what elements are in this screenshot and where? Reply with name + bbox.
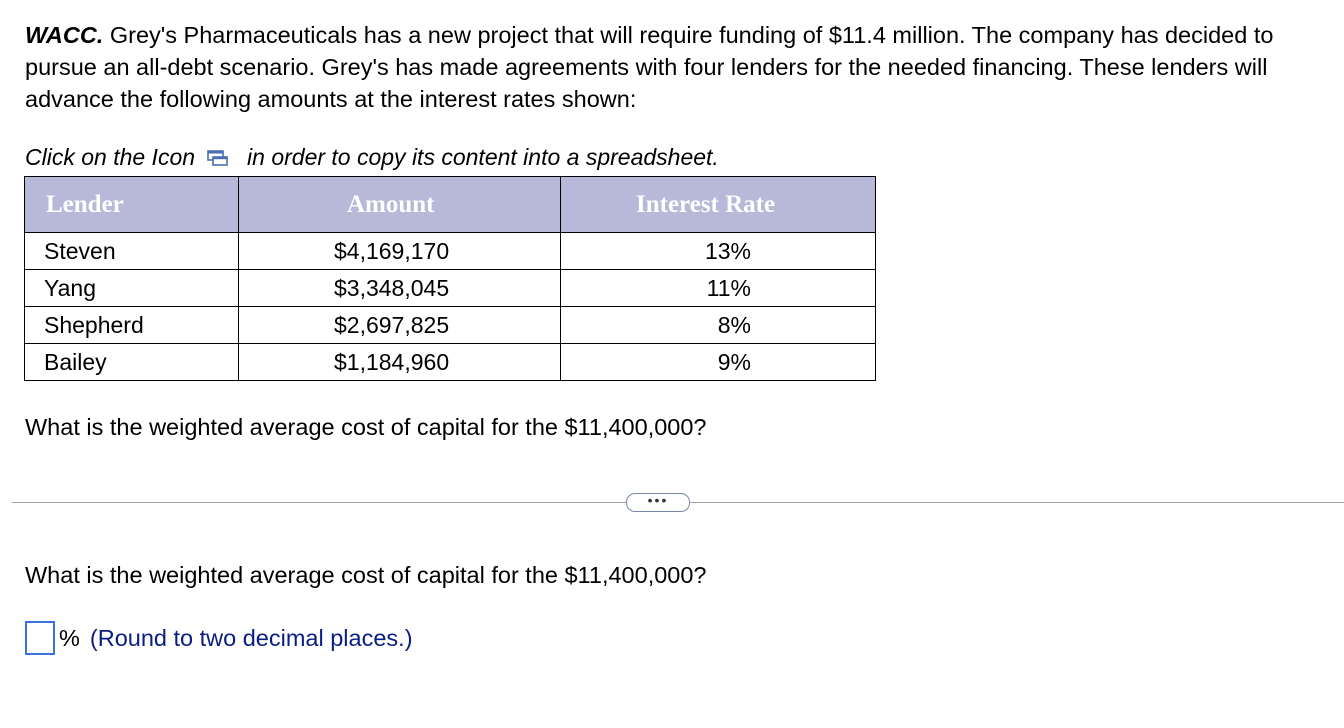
question-text: What is the weighted average cost of capital for the $11,400,000? [25,414,707,440]
header-interest-rate: Interest Rate [561,177,876,233]
ellipsis-icon: ••• [647,492,669,508]
cell-rate [561,307,876,344]
header-lender: Lender [25,177,239,233]
expand-button[interactable] [626,493,690,512]
cell-rate [561,233,876,270]
table-row [25,270,876,307]
cell-lender: Steven [25,233,239,270]
wacc-answer-input[interactable] [25,621,55,655]
cell-rate-value: 13% [704,238,751,264]
table-row [25,307,876,344]
cell-rate-value: 9% [717,349,751,375]
problem-statement [25,19,1325,115]
cell-rate-value: 8% [717,312,751,338]
lender-table [24,176,876,381]
copy-spreadsheet-icon[interactable] [207,149,229,167]
cell-rate [561,344,876,381]
cell-rate [561,270,876,307]
cell-rate-value: 11% [706,275,751,301]
cell-amount: $2,697,825 [239,307,561,344]
instruction-before-icon: Click on the Icon [25,144,196,170]
header-amount: Amount [239,177,561,233]
rounding-hint: (Round to two decimal places.) [89,624,413,651]
answer-row [25,621,413,655]
table-header-row [25,177,876,233]
instruction-after-icon: in order to copy its content into a spreadsheet. [247,144,719,170]
cell-amount: $3,348,045 [239,270,561,307]
cell-amount: $4,169,170 [239,233,561,270]
cell-lender: Bailey [25,344,239,381]
copy-instruction [25,142,719,172]
answer-question-text: What is the weighted average cost of capital for the $11,400,000? [25,562,707,588]
answer-unit: % [59,624,80,651]
table-row [25,344,876,381]
problem-body: Grey's Pharmaceuticals has a new project that will require funding of $11.4 million. The company has decided to pursue an all-debt scenario. Grey's has made agreements with four lenders for the needed financing. These lenders will advance the following amounts at the interest rates shown: [25,22,1274,112]
cell-amount: $1,184,960 [239,344,561,381]
table-row [25,233,876,270]
problem-lead: WACC. [25,22,104,48]
cell-lender: Shepherd [25,307,239,344]
cell-lender: Yang [25,270,239,307]
